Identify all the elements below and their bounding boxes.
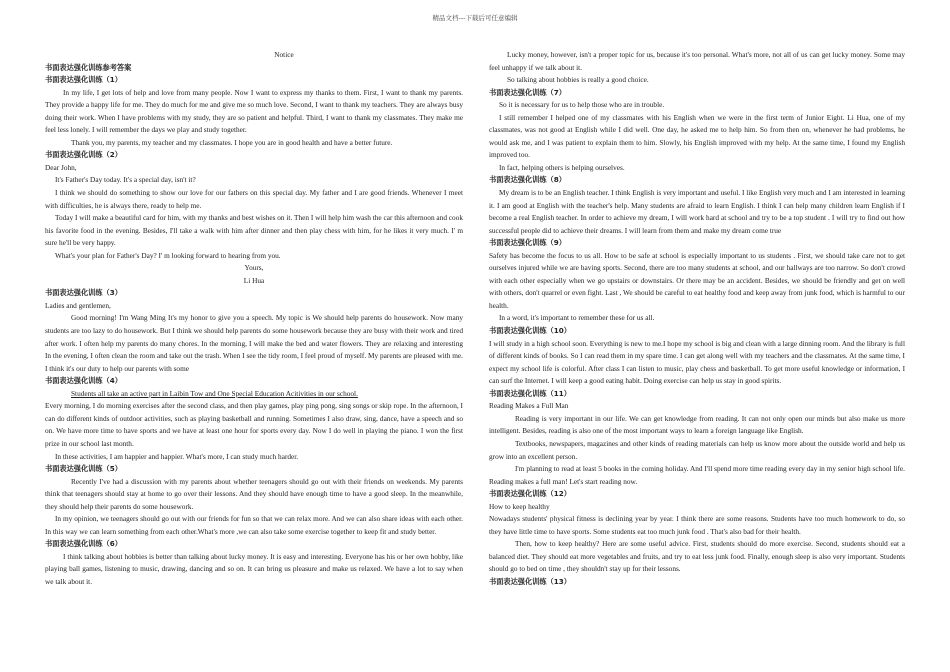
paragraph: In these activities, I am happier and happier. What's more, I can study much harder. <box>55 451 299 461</box>
section-heading-3: 书面表达强化训练（3） <box>45 288 122 298</box>
paragraph: In a word, it's important to remember these for us all. <box>499 313 655 323</box>
paragraph: Today I will make a beautiful card for him, with my thanks and best wishes on it. Then I will help him wash the car this afternoon and cook his favorite food in the evening. Besides, I'll take a walk with him after dinner and then play chess with him, for he likes it very much. I' m sure he'll be very happy. <box>45 213 463 248</box>
paragraph: In fact, helping others is helping ourselves. <box>499 162 625 172</box>
paragraph: Recently I've had a discussion with my parents about whether teenagers should go out with their friends on weekends. My parents think that teenagers should stay at home to go over their lessons. And they should have enough time to have a good sleep. In the meanwhile, they should help their parents do some housework. <box>45 476 463 511</box>
paragraph: Reading is very important in our life. We can get knowledge from reading. It can not only open our minds but also make us more intelligent. Besides, reading is also one of the most important ways to learn a foreign language like English. <box>489 413 905 436</box>
section-heading-5: 书面表达强化训练（5） <box>45 464 122 474</box>
paragraph: I will study in a high school soon. Everything is new to me.I hope my school is big and clean with a large dinning room. And the library is full of different kinds of books. So I can read them in my spare time. I can get along well with my teachers and the classmates. At the same time, I expect my school life is colorful. After class I can listen to music, play chess and basketball. To get more useful knowledge or information, I can surf the Internet. I will keep a good eating habit. Doing exercise can help us stay in good spirits. <box>489 338 905 386</box>
section-heading-10: 书面表达强化训练（10） <box>489 326 571 336</box>
essay-title: Reading Makes a Full Man <box>489 401 569 411</box>
paragraph: I think we should do something to show our love for our fathers on this special day. My father and I are good friends. Whenever I meet with difficulties, he is always there, ready to help me. <box>45 188 463 210</box>
section-heading-1: 书面表达强化训练（1） <box>45 75 122 85</box>
left-column <box>45 49 463 589</box>
section-heading-7: 书面表达强化训练（7） <box>489 87 566 97</box>
paragraph: Then, how to keep healthy? Here are some useful advice. First, students should do more exercise. Second, students should eat a balanced diet. They should eat more vegetables and fruits, and try to eat less junk food. Finally, enough sleep is also very important. Students should go to bed on time , they shouldn't stay up for their lessons. <box>489 539 905 574</box>
letter-closing: Yours, <box>244 263 264 273</box>
paragraph: Students all take an active part in Laibin Tow and One Special Education Acitivities in our school. <box>71 388 358 398</box>
paragraph: So it is necessary for us to help those who are in trouble. <box>499 100 665 110</box>
section-heading-2: 书面表达强化训练（2） <box>45 150 122 160</box>
salutation: Dear John, <box>45 162 77 172</box>
paragraph: What's your plan for Father's Day? I' m looking forward to hearing from you. <box>55 250 281 260</box>
paragraph: In my life, I get lots of help and love from many people. Now I want to express my thanks to them. First, I want to thank my parents. They provide a happy life for me. They do much for me and give me so much love. Second, I want to thank my teachers. They are always busy doing their work. When I have problems with my study, they are so patient and helpful. Third, I want to thank my classmates. They make me feel less lonely. I will remember the days we play and study together. <box>45 87 463 135</box>
salutation: Ladies and gentlemen, <box>45 300 111 310</box>
document-title: 书面表达强化训练参考答案 <box>45 62 132 72</box>
paragraph: Safety has become the focus to us all. How to be safe at school is especially important to us students . First, we should take care not to get ourselves injured while we are having sports. Second, there are too many students at school, and our hallways are too narrow. So don't crowd with each other especially when we go upstairs or downstairs. Or there may be an accident. Besides, we should be friendly and get on well with others, don't quarrel or even fight. Last , We should be careful to eat healthy food and keep away from junk food, which is harmful to our health. <box>489 250 905 310</box>
paragraph: Thank you, my parents, my teacher and my classmates. I hope you are in good health and have a better future. <box>71 137 393 147</box>
paragraph: Good morning! I'm Wang Ming It's my honor to give you a speech. My topic is We should help parents do housework. Now many students are too lazy to do housework. But I think we should help parents do some housework because they are busy with their work and tired after work. I often help my parents do many chores. In the morning, I will make the bed and water flowers. They are relaxing and interesting In the evening, I often clean the room and take out the trash. When I see the tidy room, I feel proud of myself. My parents are pleased with me. I think it's our duty to help our parents with some <box>45 313 463 373</box>
paragraph: Every morning, I do morning exercises after the second class, and then play games, play ping pong, sing songs or skip rope. In the afternoon, I can do different kinds of outdoor activities, such as playing basketball and running. Sometimes I also draw, sing, dance, have a speech and so on. We have more time to have sports and we have at least one hour for sports every day. Now I do well in playing the piano. I won the first prize in our school last month. <box>45 401 463 448</box>
notice-label: Notice <box>274 50 294 59</box>
paragraph: In my opinion, we teenagers should go out with our friends for fun so that we can relax more. And we can also share ideas with each other. In this way we can learn something from each other.What's more ,we can also take some exercise together to keep fit and study better. <box>45 514 463 536</box>
section-heading-8: 书面表达强化训练（8） <box>489 175 566 185</box>
paragraph: So talking about hobbies is really a good choice. <box>507 75 649 85</box>
essay-title: How to keep healthy <box>489 501 550 511</box>
section-heading-4: 书面表达强化训练（4） <box>45 376 122 386</box>
paragraph: Textbooks, newspapers, magazines and other kinds of reading materials can help us know more about the outside world and help us grow into an excellent person. <box>489 438 905 461</box>
paragraph: It's Father's Day today. It's a special day, isn't it? <box>55 175 196 185</box>
paragraph: I still remember I helped one of my classmates with his English when we were in the first term of Junior Eight. Li Hua, one of my classmates, was not good at English while I did well. One day, he asked me to help him. So from then on, whenever he had problems, he would ask me, and I was patient to explain them to him. Slowly, his English improved with my help. At the same time, I found my English improved too. <box>489 112 905 160</box>
paragraph: I think talking about hobbies is better than talking about lucky money. It is easy and interesting. Everyone has his or her own hobby, like playing ball games, listening to music, drawing, dancing and so on. It can bring us pleasure and make us relaxed. We have a lot to say when we talk about it. <box>45 551 463 586</box>
section-heading-11: 书面表达强化训练（11） <box>489 388 571 398</box>
page-header-watermark: 精品文档---下载后可任意编辑 <box>432 14 518 22</box>
paragraph: Lucky money, however, isn't a proper topic for us, because it's too personal. What's more, not all of us can get lucky money. Some may feel unhappy if we talk about it. <box>489 50 905 72</box>
section-heading-6: 书面表达强化训练（6） <box>45 539 122 549</box>
section-heading-9: 书面表达强化训练（9） <box>489 238 566 248</box>
right-column <box>489 49 905 589</box>
section-heading-12: 书面表达强化训练（12） <box>489 489 571 499</box>
paragraph: Nowadays students' physical fitness is declining year by year. I think there are some reasons. Students have too much homework to do, so they have little time to have sports. Some students eat too much junk food . That's also bad for their health. <box>489 514 905 536</box>
letter-signature: Li Hua <box>243 275 265 285</box>
section-heading-13: 书面表达强化训练（13） <box>489 576 571 586</box>
paragraph: I'm planning to read at least 5 books in the coming holiday. And I'll spend more time reading every day in my senior high school life. Reading makes a full man! Let's start reading now. <box>489 464 905 486</box>
paragraph: My dream is to be an English teacher. I think English is very important and useful. I like English very much and I am interested in learning it. I am good at English with the teacher's help. Many students are afraid to learn English. I think I can help many children learn English if I become a real English teacher. In order to achieve my dream, I will work hard at school and try to be a top student . I will try to find out how successful people did to achieve their dreams. I will learn from them and make my dream come true <box>489 188 905 235</box>
